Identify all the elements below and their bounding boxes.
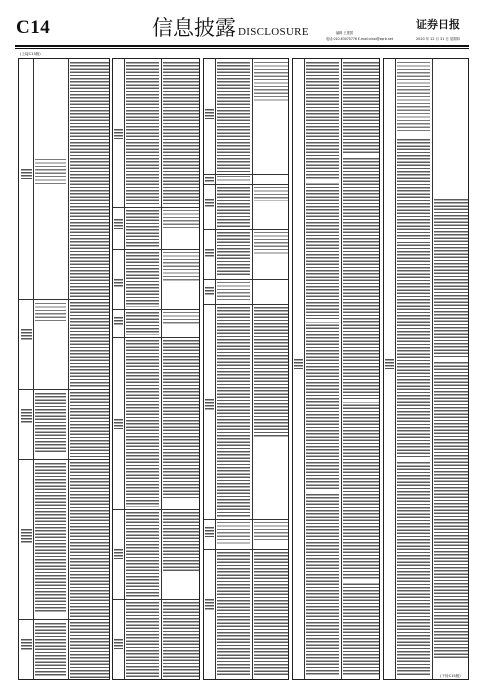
row-label [21, 639, 32, 651]
row-label [114, 639, 123, 649]
text-block [217, 552, 250, 677]
text-block [254, 62, 288, 102]
row-label [21, 409, 32, 423]
row-label [205, 199, 214, 207]
text-block [35, 623, 66, 677]
text-block [35, 463, 66, 613]
text-block [126, 512, 159, 597]
row-label [385, 359, 394, 369]
text-block [163, 340, 199, 500]
text-block [254, 187, 288, 201]
table-column-1 [18, 58, 110, 680]
text-block [163, 312, 199, 324]
row-label [205, 109, 214, 119]
table-column-4 [292, 58, 380, 680]
text-block [217, 282, 250, 302]
table-column-3 [203, 58, 289, 680]
text-block [217, 307, 250, 517]
text-block [126, 340, 159, 507]
row-label [294, 359, 303, 369]
page-number: C14 [16, 17, 51, 38]
text-block [306, 62, 339, 676]
header-rule-thick [15, 45, 469, 47]
text-block [126, 602, 159, 677]
newspaper-logo: 证券日报 [416, 18, 460, 31]
row-label [114, 219, 123, 229]
row-label [114, 419, 123, 429]
row-label [21, 329, 32, 341]
text-block [163, 210, 199, 230]
row-label [205, 177, 214, 182]
contact-line: 电话:010-63070776 E-mail:xinxi@zqrb.net [326, 37, 394, 41]
text-block [126, 210, 159, 247]
section-title [152, 12, 309, 42]
text-block [434, 199, 468, 659]
row-label [205, 287, 214, 295]
text-block [254, 232, 288, 256]
header-rule-thin [15, 48, 469, 49]
row-label [21, 169, 32, 179]
table-column-2 [112, 58, 200, 680]
text-block [254, 307, 288, 437]
row-label [114, 317, 123, 325]
text-block [397, 139, 430, 676]
row-label [21, 529, 32, 543]
text-block [126, 252, 159, 307]
text-block [254, 552, 288, 677]
text-block [35, 159, 66, 185]
row-label [114, 129, 123, 139]
text-block [217, 176, 250, 182]
text-block [163, 62, 199, 205]
row-label [205, 599, 214, 611]
text-block [70, 622, 109, 678]
table-column-5 [383, 58, 469, 680]
text-block [217, 187, 250, 227]
text-block [254, 522, 288, 542]
text-block [126, 62, 159, 205]
section-title-en: DISCLOSURE [238, 26, 309, 38]
text-block [70, 62, 109, 297]
text-block [35, 393, 66, 453]
text-block [163, 602, 199, 677]
text-block [397, 62, 430, 132]
text-block [126, 312, 159, 335]
row-label [205, 399, 214, 411]
text-block [217, 62, 250, 172]
row-label [114, 279, 123, 287]
text-block [35, 303, 66, 323]
text-block [70, 302, 109, 387]
text-block [70, 392, 109, 457]
section-title-cn: 信息披露 [152, 16, 236, 40]
text-block [217, 522, 250, 546]
text-block [217, 232, 250, 277]
text-block [70, 462, 109, 617]
issue-date: 2020 年 12 月 31 日 星期四 [416, 37, 461, 41]
text-block [163, 252, 199, 282]
row-label [114, 549, 123, 559]
continued-on-label: (下转C15版) [440, 674, 461, 678]
text-block [163, 512, 199, 572]
continued-from-label: (上接C13版) [20, 52, 41, 56]
row-label [205, 527, 214, 537]
page-header [0, 0, 484, 46]
row-label [205, 249, 214, 257]
editor-line: 编辑 王建国 [336, 31, 353, 35]
